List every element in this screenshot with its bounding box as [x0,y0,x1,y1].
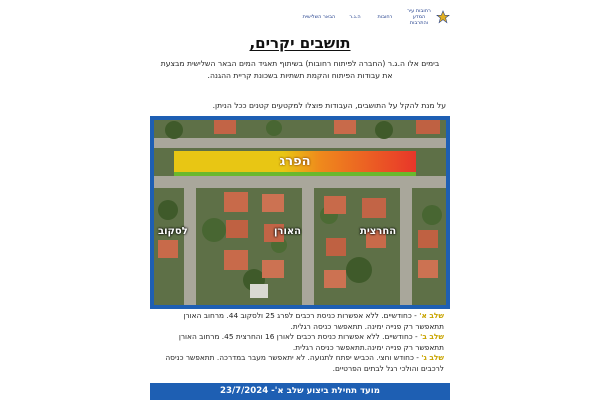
page-title-text: תושבים יקרים, [249,34,351,52]
logo-rehovot: רחובות [377,14,393,20]
aerial-photo-drawing [154,120,446,305]
start-date-banner: מועד תחילת ביצוע שלב א'- 23/7/2024 [150,383,450,400]
page-title [150,34,450,52]
aerial-photo [154,120,446,305]
star-emblem-icon [436,9,450,25]
intro-paragraph: בימים אלו ה.ג.ר (החברה לפיתוח רחובות) בשיתוף תאגיד המים הבאר השלישית מבצעת את עבודות הפיתוח והקמת תשתיות בשכונת קריית ההגנה. [160,59,440,80]
logo-rehovot-city: רחובות עיר המדע והתרבות [407,8,431,26]
stage-text: - כחודשיים. ללא אפשרות כניסת רכבים לפרג 25 ולסקוב 44. מרחוב האורן תתאפשר רק פנייה ימינה. תתאפשר כניסה רגלית. [183,311,444,331]
stage-text: - כחודש וחצי. הכביש יפתח לתנועה. לא יתאפשר מעבר במדרכה. תתאפשר כניסה לרכבים והולכי רגל לבתים הפרטיים. [165,353,444,373]
stage-item [156,311,444,332]
stage-name: שלב ג' [421,353,444,363]
logo-hagar: ה.ג.ר [349,14,361,20]
logo-haBeer-hashlishit: הבאר השלישית [302,14,336,20]
stages-list [156,311,444,375]
street-label-hahartzit: החרצית [360,226,397,237]
works-map [150,116,450,309]
stage-item [156,353,444,374]
logo-strip [150,6,450,28]
stage-name: שלב ב' [420,332,444,342]
street-label-laskov: לסקוב [158,226,188,237]
note-paragraph: על מנת להקל על התושבים, העבודות פוצלו למקטעים קטנים ככל הניתן. [212,101,446,110]
notice-page [150,0,450,400]
street-label-haoren: האורן [274,226,302,237]
phase-street-label: הפרג [279,154,311,169]
stage-item [156,332,444,353]
stage-name: שלב א' [419,311,444,320]
stage-text: - כחודשיים. ללא אפשרות כניסת רכבים לאורן 16 והחרצית 45. מרחוב האורן תתאפשר רק פנייה ימינה.תתאפשר כניסה רגלית. [178,332,444,352]
phase-segment-green [174,172,416,176]
emblem-icon [436,6,450,28]
